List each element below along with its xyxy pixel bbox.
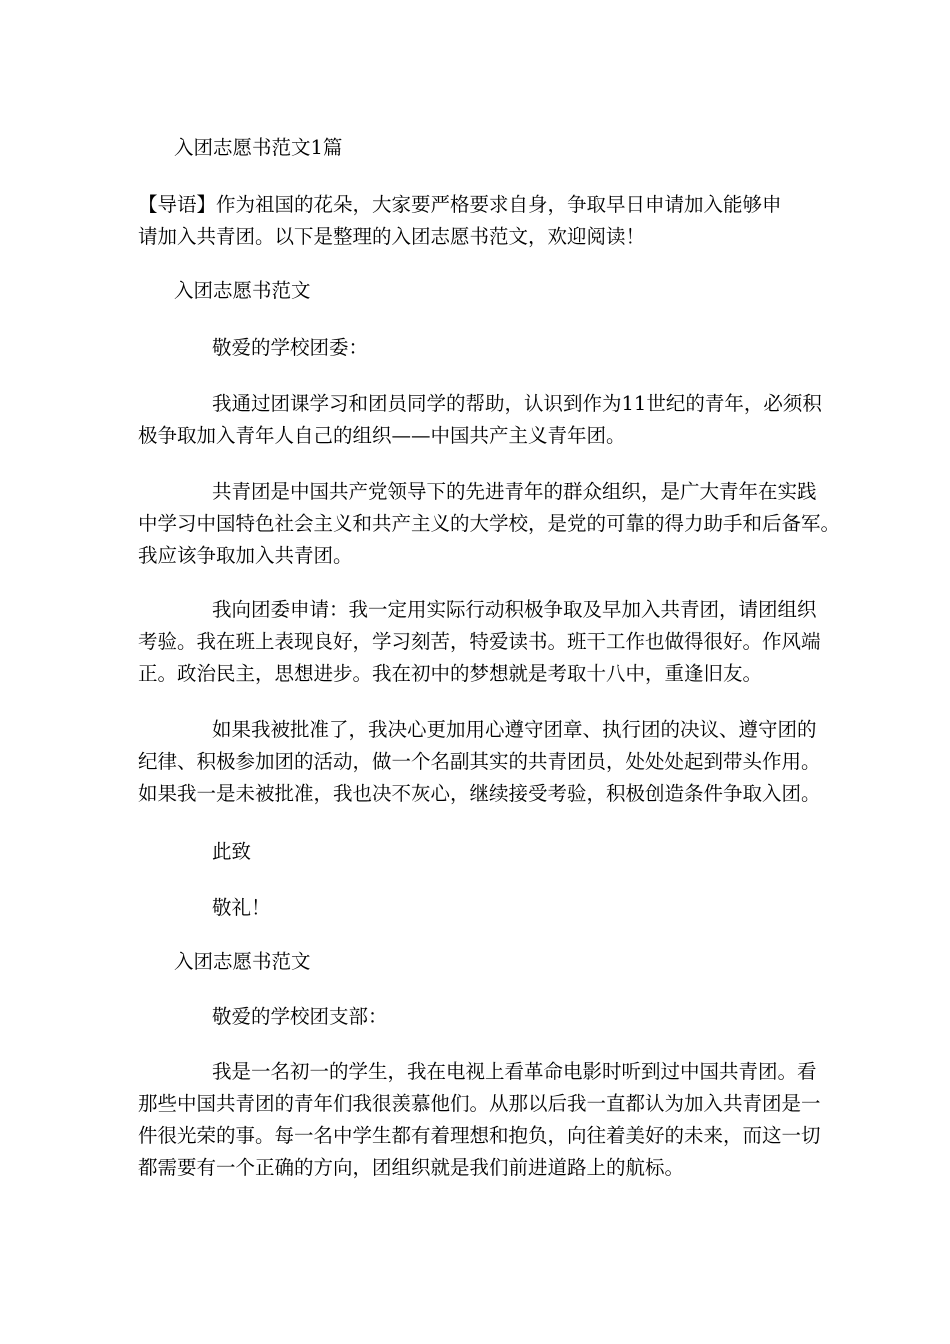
paragraph-line: 我通过团课学习和团员同学的帮助，认识到作为11世纪的青年，必须积: [212, 392, 822, 415]
letter1-paragraph-1: [138, 388, 822, 452]
paragraph-line: 我是一名初一的学生，我在电视上看革命电影时听到过中国共青团。看: [212, 1060, 817, 1083]
letter1-heading: 入团志愿书范文: [174, 279, 311, 302]
paragraph-line: 如果我被批准了，我决心更加用心遵守团章、执行团的决议、遵守团的: [212, 718, 817, 741]
letter2-salutation: 敬爱的学校团支部：: [212, 1005, 388, 1028]
paragraph-line: 件很光荣的事。每一名中学生都有着理想和抱负，向往着美好的未来，而这一切: [138, 1124, 821, 1147]
letter1-closing-1: 此致: [212, 840, 252, 863]
letter2-paragraph-1: [138, 1056, 821, 1184]
paragraph-line: 极争取加入青年人自己的组织——中国共产主义青年团。: [138, 424, 626, 447]
paragraph-line: 考验。我在班上表现良好，学习刻苦，特爱读书。班干工作也做得很好。作风端: [138, 630, 821, 653]
paragraph-line: 那些中国共青团的青年们我很羡慕他们。从那以后我一直都认为加入共青团是一: [138, 1092, 821, 1115]
paragraph-line: 如果我一是未被批准，我也决不灰心，继续接受考验，积极创造条件争取入团。: [138, 782, 821, 805]
document-title: 入团志愿书范文1篇: [174, 136, 343, 159]
letter1-salutation: 敬爱的学校团委：: [212, 336, 369, 359]
intro-paragraph: [138, 189, 816, 253]
paragraph-line: 正。政治民主，思想进步。我在初中的梦想就是考取十八中，重逢旧友。: [138, 662, 763, 685]
letter1-closing-2: 敬礼！: [212, 896, 271, 919]
paragraph-line: 纪律、积极参加团的活动，做一个名副其实的共青团员，处处处起到带头作用。: [138, 750, 821, 773]
paragraph-line: 中学习中国特色社会主义和共产主义的大学校，是党的可靠的得力助手和后备军。: [138, 512, 841, 535]
letter2-heading: 入团志愿书范文: [174, 950, 311, 973]
intro-line: 请加入共青团。以下是整理的入团志愿书范文，欢迎阅读！: [138, 225, 646, 248]
intro-line: 【导语】作为祖国的花朵，大家要严格要求自身，争取早日申请加入能够申: [138, 193, 782, 216]
letter1-paragraph-3: [138, 594, 821, 690]
paragraph-line: 我应该争取加入共青团。: [138, 544, 353, 567]
letter1-paragraph-4: [138, 714, 821, 810]
letter1-paragraph-2: [138, 476, 841, 572]
paragraph-line: 共青团是中国共产党领导下的先进青年的群众组织，是广大青年在实践: [212, 480, 817, 503]
paragraph-line: 我向团委申请：我一定用实际行动积极争取及早加入共青团，请团组织: [212, 598, 817, 621]
paragraph-line: 都需要有一个正确的方向，团组织就是我们前进道路上的航标。: [138, 1156, 685, 1179]
